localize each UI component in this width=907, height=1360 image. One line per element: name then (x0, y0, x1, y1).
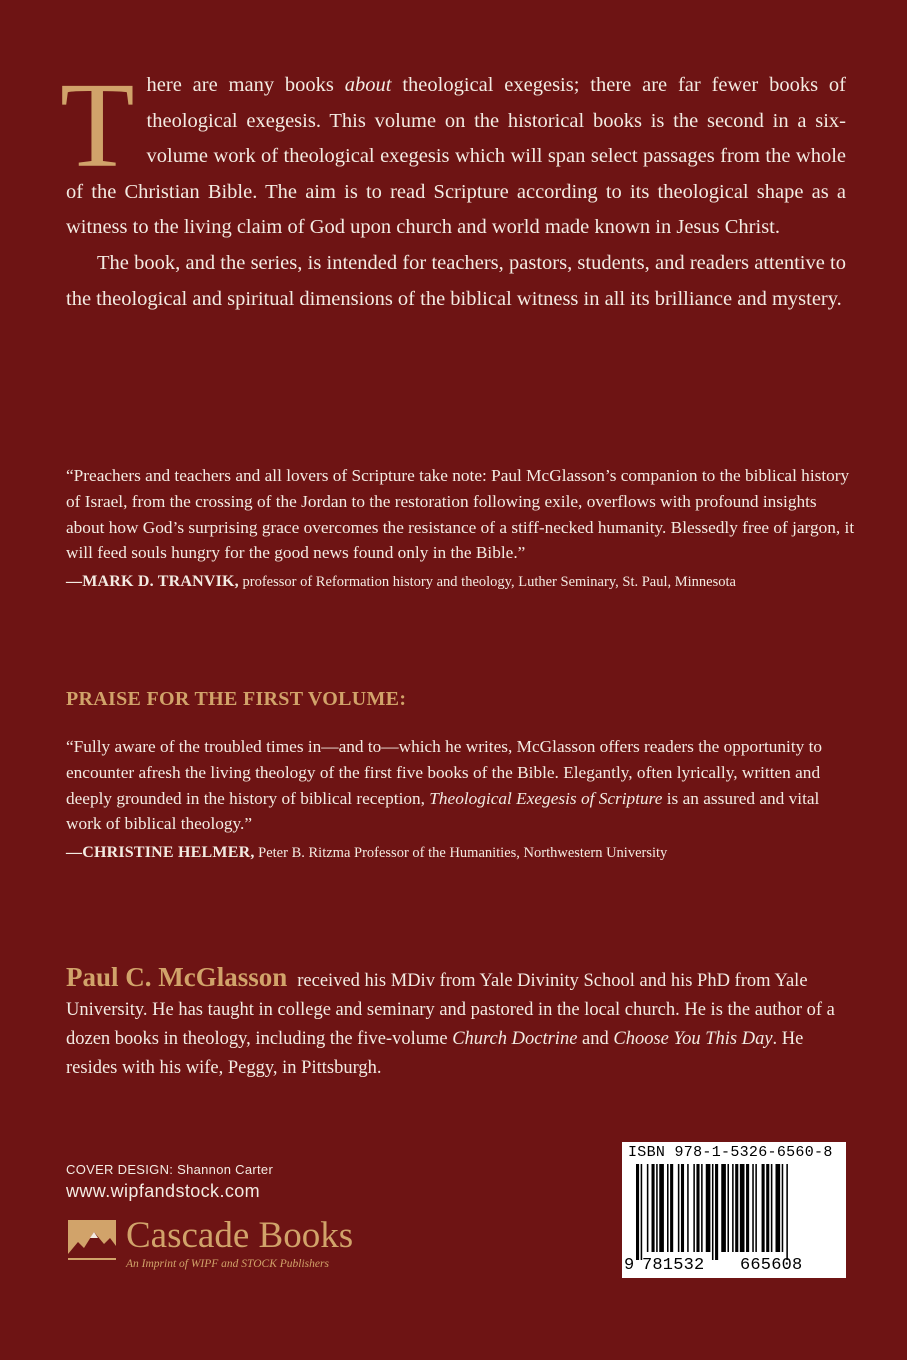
blurb-paragraph-2: The book, and the series, is intended for teachers, pastors, students, and readers attentive to the theological and spiritual dimensions of the biblical witness in all its brilliance and mystery. (66, 251, 846, 310)
blurb-emphasis: about (344, 74, 392, 96)
barcode-bar (652, 1164, 655, 1252)
blurb-text: theological exegesis; there are far fewer books of theological exegesis. This volume on the historical books is the second in a six-volume work of theological exegesis which will span select passages from the whole of the Christian Bible. The aim is to read Scripture according to its theological shape as a witness to the living claim of God upon church and world made known in Jesus Christ. (66, 74, 846, 239)
barcode-bar (687, 1164, 689, 1252)
endorser-role: professor of Reformation history and theology, Luther Seminary, St. Paul, Minnesota (238, 574, 736, 591)
endorsement-attribution (66, 840, 856, 867)
credit-label: COVER DESIGN: (66, 1162, 174, 1177)
barcode-bar (659, 1164, 664, 1252)
endorser-name: —MARK D. TRANVIK, (66, 573, 239, 591)
endorser-role: Peter B. Ritzma Professor of the Humanities, Northwestern University (254, 845, 668, 862)
publisher-tagline: An Imprint of WIPF and STOCK Publishers (126, 1258, 329, 1270)
barcode-bar (766, 1164, 769, 1252)
publisher-name: Cascade Books (126, 1215, 354, 1256)
barcode-bar (678, 1164, 680, 1252)
barcode-bar (696, 1164, 699, 1252)
barcode-bar (667, 1164, 669, 1252)
endorsement-text (66, 734, 856, 837)
book-title: Theological Exegesis of Scripture (429, 788, 663, 808)
barcode-bar (636, 1164, 639, 1260)
barcode-bar (670, 1164, 673, 1252)
barcode-bar (681, 1164, 684, 1252)
endorsement-tranvik (66, 463, 856, 596)
barcode-digits-right: 665608 (740, 1256, 803, 1275)
praise-heading: PRAISE FOR THE FIRST VOLUME: (66, 688, 407, 710)
blurb-text: here are many books (146, 74, 345, 96)
barcode-bar (786, 1164, 788, 1260)
barcode-bar (727, 1164, 729, 1252)
barcode-bar (740, 1164, 745, 1252)
author-name: Paul C. McGlasson (66, 962, 288, 992)
barcode-bar (721, 1164, 726, 1252)
barcode-bar (706, 1164, 711, 1252)
barcode-bar (693, 1164, 695, 1252)
isbn-label: ISBN 978-1-5326-6560-8 (628, 1144, 833, 1161)
bio-text: and (577, 1029, 614, 1049)
barcode-bar (656, 1164, 658, 1252)
publisher-logo (66, 1215, 396, 1278)
barcode-bar (782, 1164, 784, 1252)
barcode-bar (701, 1164, 703, 1252)
book-title: Choose You This Day (613, 1029, 773, 1049)
barcode-bar (776, 1164, 781, 1252)
book-title: Church Doctrine (452, 1029, 578, 1049)
bio-text: received his MDiv from Yale Divinity School and his PhD from Yale University. He has taught in college and seminary and pastored in the local church. He is the author of a dozen books in theology, including the five-volume (66, 971, 835, 1049)
endorsement-attribution (66, 569, 856, 596)
endorsement-text-part: is an assured and vital work of biblical theology.” (66, 788, 820, 834)
bio-text: . He resides with his wife, Peggy, in Pittsburgh. (66, 1029, 804, 1078)
barcode-digits-left: 781532 (642, 1256, 705, 1275)
barcode-bar (752, 1164, 754, 1252)
barcode-bar (647, 1164, 649, 1252)
description-blurb (60, 58, 846, 317)
mountain-logo-icon (66, 1218, 118, 1262)
drop-cap: T (60, 58, 135, 193)
endorsement-text: “Preachers and teachers and all lovers of Scripture take note: Paul McGlasson’s companion to the biblical history of Israel, from the crossing of the Jordan to the restoration following exile, overflows with profound insights about how God’s surprising grace overcomes the resistance of a stiff-necked humanity. Blessedly free of jargon, it will feed souls hungry for the good news found only in the Bible.” (66, 466, 855, 563)
author-bio (66, 963, 846, 1083)
barcode-bar (771, 1164, 773, 1252)
endorsement-text-part: “Fully aware of the troubled times in—and to—which he writes, McGlasson offers readers the opportunity to encounter afresh the living theology of the first five books of the Bible. Elegantly, often lyrically, written and deeply grounded in the history of biblical reception, (66, 737, 823, 808)
barcode-bar (755, 1164, 757, 1252)
barcode-bar (762, 1164, 765, 1252)
barcode-bar (712, 1164, 714, 1260)
isbn-barcode (622, 1142, 846, 1278)
barcode-digit-first: 9 (624, 1256, 635, 1275)
barcode-bar (746, 1164, 749, 1252)
barcode-bar (715, 1164, 718, 1260)
barcode-bar (732, 1164, 734, 1252)
cover-design-credit (66, 1162, 273, 1177)
endorsement-helmer (66, 734, 856, 867)
blurb-paragraph-1 (60, 58, 846, 246)
endorser-name: —CHRISTINE HELMER, (66, 844, 255, 862)
credit-designer: Shannon Carter (173, 1162, 274, 1177)
barcode-bar (641, 1164, 643, 1260)
publisher-website: www.wipfandstock.com (66, 1181, 261, 1201)
barcode-bar (735, 1164, 738, 1252)
barcode-bars (636, 1164, 836, 1260)
